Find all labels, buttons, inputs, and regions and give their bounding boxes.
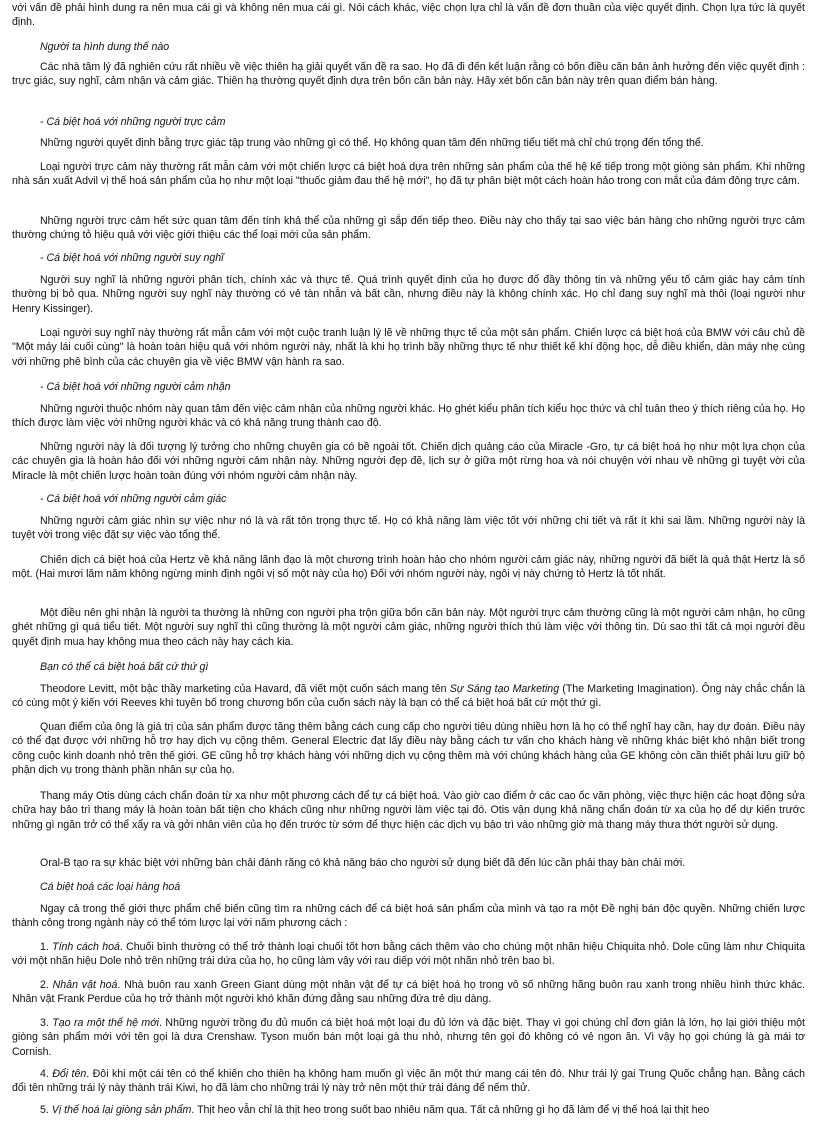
paragraph: Loại người suy nghĩ này thường rất mẫn cảm với một cuộc tranh luận lý lẽ về những thực tế của một sản phẩm. Chiến lược cá biệt hoá của BMW với câu chủ đề "Một máy lái cuối cùng" là hoàn toàn hiệu quả với nhóm người này, nhất là khi họ trình bầy những thực tế như thiết kế khí động học, dễ điều khiển, dàn máy nhẹ cùng với những phê bình của các chuyên gia về việc BMW vận hành ra sao. [12,327,805,368]
section-heading: - Cá biệt hoá với những người suy nghĩ [40,252,224,264]
list-item: 3. Tạo ra một thế hệ mới. Những người trồng đu đủ muốn cá biệt hoá một loại đu đủ lớn và đặc biệt. Thay vì gọi chúng chỉ đơn giản là lớn, họ lại giới thiệu một giòng sản phẩm mới với tên gọi là dưa Crenshaw. Tyson muốn bán một loại gà thu nhỏ, nhưng tên gọi đó không có vẻ ngon ăn. Vì vậy họ gọi chúng là gà mái tơ Cornish. [12,1017,805,1058]
paragraph: với vấn đề phải hình dung ra nên mua cái gì và không nên mua cái gì. Nói cách khác, việc chọn lựa chỉ là vấn đề đơn thuần của việc quyết định. Chọn lựa tức là quyết định. [12,2,805,29]
paragraph: Quan điểm của ông là giá trị của sản phẩm được tăng thêm bằng cách cung cấp cho người tiêu dùng nhiều hơn là họ có thể nghĩ hay cần, hay dự đoán. Điều này có thể đạt được với những hỗ trợ hay dịch vụ cộng thêm. General Electric đạt lấy điều này bằng cách tư vấn cho khách hàng về những khác biệt khó nhận biết trong công cuộc kinh doanh nhỏ trên thế giới. GE cũng hỗ trợ khách hàng với những dịch vụ cộng thêm mà với chúng khách hàng của GE không còn cần thiết phải lưu giữ bộ phận dịch vụ trong thành phần nhân sự của họ. [12,721,805,776]
section-heading: - Cá biệt hoá với những người trực cảm [40,116,226,128]
paragraph: Những người trực cảm hết sức quan tâm đến tính khả thể của những gì sắp đến tiếp theo. Điều này cho thấy tại sao việc bán hàng cho những người trực cảm thường chứng tỏ hiệu quả với việc giới thiệu các thể loại mới của sản phẩm. [12,215,805,242]
list-item: 4. Đổi tên. Đôi khi một cái tên có thể khiến cho thiên hạ không ham muốn gì việc ăn một thứ mang cái tên đó. Như trái lý gai Trung Quốc chẳng hạn. Bằng cách đổi tên những trái lý này thành trái Kiwi, họ đã làm cho những trái lý này trở nên một thứ trái đáng để nếm thử. [12,1068,805,1095]
paragraph: Chiến dịch cá biệt hoá của Hertz về khả năng lãnh đạo là một chương trình hoàn hảo cho nhóm người cảm giác này, những người đã biết là quả thật Hertz là số một. (Hai mươi lăm năm không ngừng minh định ngôi vị số một này của họ) Đối với nhóm người này, ngôi vị này chứng tỏ Hertz là tốt nhất. [12,554,805,581]
paragraph: Người suy nghĩ là những người phân tích, chính xác và thực tế. Quá trình quyết định của họ được đổ đầy thông tin và những yếu tố cảm giác hay cảm tính thường bị bỏ qua. Những người suy nghĩ này thường có vẻ tàn nhẫn và bất cần, nhưng điều này là không chính xác. Họ chỉ đang suy nghĩ mà thôi (loại người như Henry Kissinger). [12,274,805,315]
paragraph: Một điều nên ghi nhận là người ta thường là những con người pha trộn giữa bốn căn bản này. Một người trực cảm thường cũng là một người cảm nhận, họ cũng ghét những gì quá tiểu tiết. Một người suy nghĩ thì cũng thường là một người cảm giác, những người thích thú làm việc với thông tin. Dù sao thì tất cả mọi người đều quyết định mua hay không mua theo cách này hay cách kia. [12,607,805,648]
section-heading: Cá biệt hoá các loại hàng hoá [40,881,181,893]
paragraph: Thang máy Otis dùng cách chẩn đoán từ xa như một phương cách để tự cá biệt hoá. Vào giờ cao điểm ở các cao ốc văn phòng, việc thực hiện các hoạt động sửa chữa hay bảo trì thang máy là hoàn toàn bất tiện cho khách cũng như những người làm việc tại đó. Otis vận dụng khả năng chẩn đoán từ xa của họ để dự kiến trước những gì ngăn trở có thể xẩy ra và gởi nhân viên của họ đến trước từ sớm để thực hiện các dịch vụ bảo trì vào những giờ mà thang máy thưa thớt người sử dụng. [12,790,805,831]
list-item: 5. Vị thế hoá lại giòng sản phẩm. Thịt heo vẫn chỉ là thịt heo trong suốt bao nhiêu năm qua. Tất cả những gì họ đã làm để vị thế hoá lại thịt heo [40,1104,710,1116]
paragraph: Các nhà tâm lý đã nghiên cứu rất nhiều về việc thiên hạ giải quyết vấn đề ra sao. Họ đã đi đến kết luận rằng có bốn điều căn bản ảnh hưởng đến việc quyết định : trực giác, suy nghĩ, cảm nhận và cảm giác. Thiên hạ thường quyết định dựa trên bốn căn bản này. Hãy xét bốn căn bản này trên quan điểm bán hàng. [12,61,805,88]
paragraph: Loại người trực cảm này thường rất mẫn cảm với một chiến lược cá biệt hoá dựa trên những sản phẩm của thế hệ kế tiếp trong một giòng sản phẩm. Khi những nhà sản xuất Advil vị thế hoá sản phẩm của họ như một loại "thuốc giảm đau thế hệ mới", họ đã tự phân biệt một cách hoàn hảo trong con mắt của đám đông trực cảm. [12,161,805,188]
paragraph: Những người quyết định bằng trực giác tập trung vào những gì có thể. Họ không quan tâm đến những tiểu tiết mà chỉ chú trọng đến tổng thể. [40,137,704,149]
section-heading: Bạn có thể cá biệt hoá bất cứ thứ gì [40,661,209,673]
paragraph: Những người thuộc nhóm này quan tâm đến việc cảm nhận của những người khác. Họ ghét kiểu phân tích kiểu học thức và chỉ tuân theo ý thích riêng của họ. Họ thích được làm việc với những người khác và có khả năng trung thành cao độ. [12,403,805,430]
paragraph: Oral-B tạo ra sự khác biệt với những bàn chải đánh răng có khả năng báo cho người sử dụng biết đã đến lúc cần phải thay bàn chải mới. [40,857,686,869]
paragraph: Những người cảm giác nhìn sự việc như nó là và rất tôn trọng thực tế. Họ có khả năng làm việc tốt với những chi tiết và rất ít khi sai lầm. Những người này là tuyệt vời trong việc đặt sự việc vào tổng thể. [12,515,805,542]
paragraph: Theodore Levitt, một bậc thầy marketing của Havard, đã viết một cuốn sách mang tên Sự Sáng tạo Marketing (The Marketing Imagination). Ông này chắc chắn là có cùng một ý kiến với Reeves khi tuyên bố trong chương bốn của cuốn sách này là bạn có thể cá biệt hoá bất cứ một thứ gì. [12,683,805,710]
section-heading: - Cá biệt hoá với những người cảm nhận [40,381,231,393]
list-item: 1. Tính cách hoá. Chuối bình thường có thể trở thành loại chuối tốt hơn bằng cách thêm vào cho chúng một nhãn hiệu Chiquita nhỏ. Dole cũng làm như Chiquita với một nhãn hiệu Dole nhỏ trên những trái dứa của họ, họ cũng làm vậy với rau diếp với một nhãn nhỏ trên bao bì. [12,941,806,968]
section-heading: Người ta hình dung thế nào [40,41,170,53]
list-item: 2. Nhân vật hoá. Nhà buôn rau xanh Green Giant dùng một nhân vật để tự cá biệt hoá họ trong vô số những hãng buôn rau xanh trong nhiều hình thức khác. Nhân vật Frank Perdue của họ trở thành một người khó khăn đứng đằng sau những đứa trẻ dịu dàng. [12,979,805,1006]
paragraph: Ngay cả trong thế giới thực phẩm chế biến cũng tìm ra những cách để cá biệt hoá sản phẩm của mình và tạo ra một Đề nghị bán độc quyền. Những chiến lược thành công trong ngành này có thể tóm lược lại với năm phương cách : [12,903,805,930]
section-heading: - Cá biệt hoá với những người cảm giác [40,493,227,505]
paragraph: Những người này là đối tượng lý tưởng cho những chuyên gia có bề ngoài tốt. Chiến dịch quảng cáo của Miracle -Gro, tự cá biệt hoá họ như một lựa chọn của các chuyên gia là hoàn hảo đối với những người cảm nhận này. Những người đẹp đẽ, lịch sự ở giữa một rừng hoa và nói chuyện với nhau về những gì tuyệt vời của Miracle là một chiến lược hoàn toàn đúng với nhóm người cảm nhận này. [12,441,805,482]
